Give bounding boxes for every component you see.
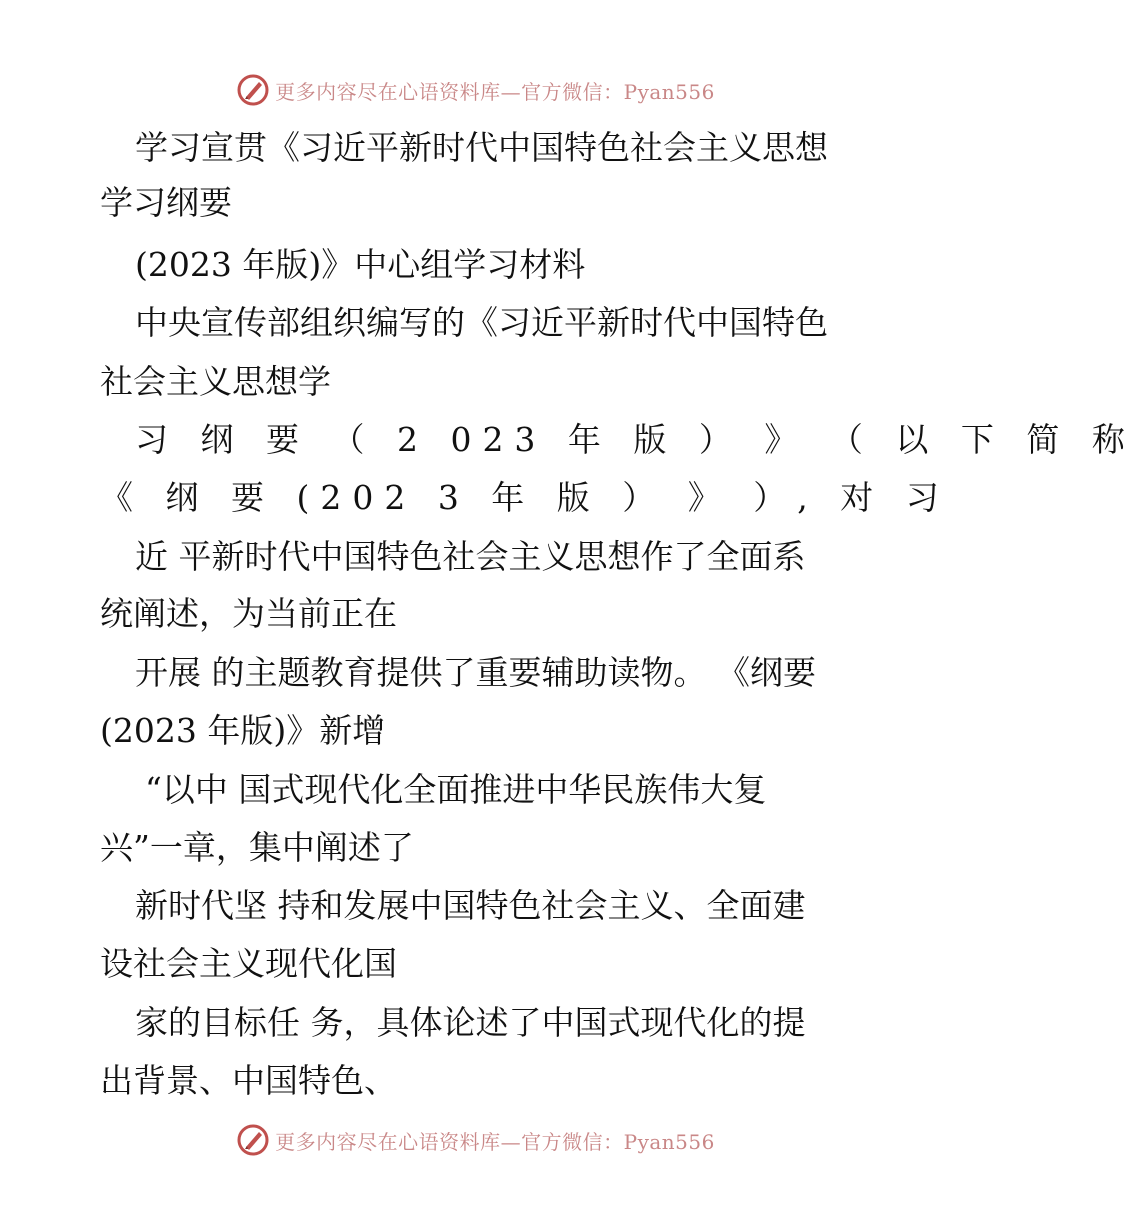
pen-logo-icon bbox=[235, 1122, 271, 1158]
text-line: 家的目标任 务，具体论述了中国式现代化的提 bbox=[135, 1003, 806, 1042]
text-line: (2023 年版)》新增 bbox=[100, 711, 386, 750]
text-line: 社会主义思想学 bbox=[100, 362, 331, 401]
footer-watermark bbox=[0, 1120, 950, 1160]
text-line: 学习纲要 bbox=[100, 183, 232, 222]
text-line: 《 纲 要 (202 3 年 版 ） 》 ）, 对 习 bbox=[100, 478, 950, 517]
text-line: 习 纲 要 （ 2 023 年 版 ） 》 （ 以 下 简 称 bbox=[135, 420, 1136, 459]
text-line: (2023 年版)》中心组学习材料 bbox=[135, 245, 586, 284]
text-line: 学习宣贯《习近平新时代中国特色社会主义思想 bbox=[135, 128, 828, 167]
pen-logo-icon bbox=[235, 72, 271, 108]
watermark-text: 更多内容尽在心语资料库—官方微信：Pyan556 bbox=[275, 1129, 715, 1154]
header-watermark bbox=[0, 70, 950, 110]
text-line: 出背景、中国特色、 bbox=[100, 1061, 397, 1100]
text-line: 统阐述，为当前正在 bbox=[100, 594, 397, 633]
text-line: 开展 的主题教育提供了重要辅助读物。 《纲要 bbox=[135, 653, 816, 692]
text-line: 新时代坚 持和发展中国特色社会主义、全面建 bbox=[135, 886, 806, 925]
text-line: 设社会主义现代化国 bbox=[100, 944, 397, 983]
text-line: “以中 国式现代化全面推进中华民族伟大复 bbox=[145, 770, 767, 809]
text-line: 兴”一章，集中阐述了 bbox=[100, 828, 414, 867]
text-line: 中央宣传部组织编写的《习近平新时代中国特色 bbox=[135, 303, 828, 342]
watermark-text: 更多内容尽在心语资料库—官方微信：Pyan556 bbox=[275, 79, 715, 104]
text-line: 近 平新时代中国特色社会主义思想作了全面系 bbox=[135, 537, 806, 576]
